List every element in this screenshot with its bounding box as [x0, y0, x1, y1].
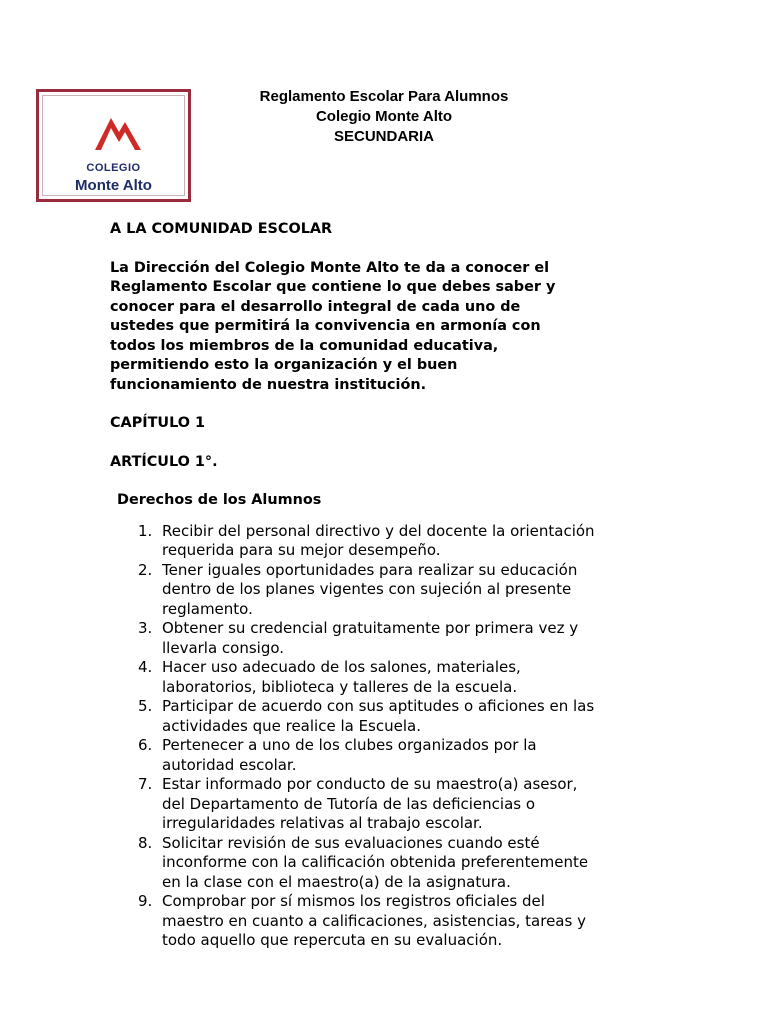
list-item-line: llevarla consigo.: [162, 638, 285, 657]
list-item-number: 6.: [138, 736, 153, 754]
list-item-line: dentro de los planes vigentes con sujeción al presente: [162, 580, 572, 598]
school-logo: [36, 89, 191, 202]
rights-heading: Derechos de los Alumnos: [117, 492, 322, 508]
list-item: [110, 775, 670, 834]
list-item-line: inconforme con la calificación obtenida preferentemente: [162, 853, 589, 871]
list-item-number: 5.: [138, 697, 153, 715]
school-level: SECUNDARIA: [333, 128, 434, 145]
list-item-number: 1.: [138, 521, 153, 540]
list-item: [110, 561, 670, 620]
document-header: [234, 87, 534, 147]
logo-text-colegio: COLEGIO: [86, 162, 141, 174]
list-item-number: 2.: [138, 560, 153, 579]
list-item-line: Estar informado por conducto de su maestro(a) asesor,: [162, 775, 578, 793]
intro-line: permitiendo esto la organización y el buen: [110, 357, 458, 373]
rights-list: [110, 522, 670, 951]
intro-line: todos los miembros de la comunidad educativa,: [110, 337, 499, 354]
list-item-line: irregularidades relativas al trabajo escolar.: [162, 814, 483, 832]
list-item-line: en la clase con el maestro(a) de la asignatura.: [162, 872, 511, 891]
list-item-line: actividades que realice la Escuela.: [162, 716, 421, 735]
list-item: [110, 834, 670, 893]
list-item-line: todo aquello que repercuta en su evaluación.: [162, 931, 503, 949]
intro-line: ustedes que permitirá la convivencia en armonía con: [110, 318, 541, 334]
list-item-line: maestro en cuanto a calificaciones, asistencias, tareas y: [162, 911, 586, 930]
intro-line: Reglamento Escolar que contiene lo que debes saber y: [110, 279, 556, 295]
chapter-heading: CAPÍTULO 1: [110, 415, 206, 431]
logo-text-monte-alto: Monte Alto: [75, 177, 152, 194]
intro-paragraph: [110, 259, 670, 396]
list-item-number: 9.: [138, 892, 153, 910]
list-item-number: 3.: [138, 619, 153, 637]
list-item-line: Hacer uso adecuado de los salones, materiales,: [162, 658, 521, 676]
list-item: [110, 736, 670, 775]
list-item-line: laboratorios, biblioteca y talleres de la escuela.: [162, 677, 518, 696]
school-name: Colegio Monte Alto: [315, 108, 453, 125]
list-item-number: 7.: [138, 775, 153, 793]
list-item-line: Participar de acuerdo con sus aptitudes o aficiones en las: [162, 697, 595, 715]
list-item-line: autoridad escolar.: [162, 755, 297, 774]
list-item-line: Tener iguales oportunidades para realizar su educación: [162, 560, 578, 579]
list-item: [110, 658, 670, 697]
list-item: [110, 697, 670, 736]
list-item-line: Recibir del personal directivo y del docente la orientación: [162, 521, 595, 540]
intro-line: La Dirección del Colegio Monte Alto te da a conocer el: [110, 259, 550, 276]
list-item: [110, 522, 670, 561]
document-title: Reglamento Escolar Para Alumnos: [259, 88, 509, 105]
intro-line: conocer para el desarrollo integral de cada uno de: [110, 298, 521, 315]
document-body: [110, 220, 670, 951]
list-item: [110, 619, 670, 658]
list-item-number: 8.: [138, 833, 153, 852]
article-heading: ARTÍCULO 1°.: [110, 453, 218, 470]
intro-line: funcionamiento de nuestra institución.: [110, 376, 427, 393]
intro-heading: A LA COMUNIDAD ESCOLAR: [110, 221, 333, 237]
list-item-line: del Departamento de Tutoría de las deficiencias o: [162, 794, 536, 813]
list-item-number: 4.: [138, 658, 153, 676]
list-item-line: Pertenecer a uno de los clubes organizados por la: [162, 736, 537, 754]
list-item-line: Obtener su credencial gratuitamente por primera vez y: [162, 619, 579, 637]
mountain-logo-icon: [93, 112, 143, 152]
list-item-line: Comprobar por sí mismos los registros oficiales del: [162, 892, 545, 910]
list-item: [110, 892, 670, 951]
logo-inner-frame: [42, 95, 185, 196]
list-item-line: Solicitar revisión de sus evaluaciones cuando esté: [162, 833, 540, 852]
list-item-line: reglamento.: [162, 599, 253, 618]
list-item-line: requerida para su mejor desempeño.: [162, 541, 441, 559]
